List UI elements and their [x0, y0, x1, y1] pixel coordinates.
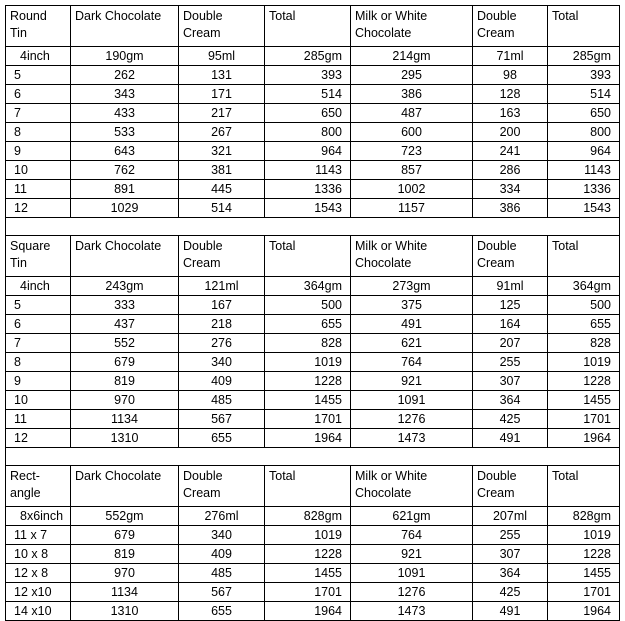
column-header: Milk or White Chocolate: [351, 466, 473, 507]
quantity-cell: 1029: [71, 199, 179, 218]
table-row: [6, 199, 620, 218]
size-cell: 7: [6, 334, 71, 353]
quantity-cell: 1701: [548, 410, 620, 429]
size-cell: 11: [6, 410, 71, 429]
quantity-cell: 386: [351, 85, 473, 104]
quantity-cell: 828gm: [265, 507, 351, 526]
quantity-cell: 1543: [265, 199, 351, 218]
quantity-cell: 425: [473, 583, 548, 602]
quantity-cell: 1543: [548, 199, 620, 218]
quantity-cell: 1701: [548, 583, 620, 602]
quantity-cell: 921: [351, 545, 473, 564]
quantity-cell: 1455: [548, 564, 620, 583]
table-row: [6, 353, 620, 372]
column-header: Double Cream: [179, 466, 265, 507]
quantity-cell: 819: [71, 545, 179, 564]
quantity-cell: 764: [351, 353, 473, 372]
table-row: [6, 142, 620, 161]
column-header: Total: [548, 466, 620, 507]
quantity-cell: 207ml: [473, 507, 548, 526]
size-cell: 12: [6, 199, 71, 218]
quantity-cell: 1228: [548, 372, 620, 391]
quantity-cell: 217: [179, 104, 265, 123]
quantity-cell: 1336: [265, 180, 351, 199]
quantity-cell: 650: [265, 104, 351, 123]
quantity-cell: 243gm: [71, 277, 179, 296]
quantity-cell: 964: [548, 142, 620, 161]
column-header: Dark Chocolate: [71, 236, 179, 277]
quantity-cell: 321: [179, 142, 265, 161]
quantity-cell: 1701: [265, 410, 351, 429]
quantity-cell: 1091: [351, 564, 473, 583]
quantity-cell: 828: [548, 334, 620, 353]
column-header: Double Cream: [179, 6, 265, 47]
quantity-cell: 970: [71, 564, 179, 583]
section-header-row: [6, 236, 620, 277]
quantity-cell: 1964: [548, 429, 620, 448]
table-row: [6, 545, 620, 564]
quantity-cell: 364gm: [548, 277, 620, 296]
quantity-cell: 1473: [351, 429, 473, 448]
column-header: Dark Chocolate: [71, 466, 179, 507]
quantity-cell: 500: [265, 296, 351, 315]
column-header: Total: [548, 236, 620, 277]
column-header: Double Cream: [473, 466, 548, 507]
quantity-cell: 491: [473, 429, 548, 448]
column-header: Milk or White Chocolate: [351, 6, 473, 47]
quantity-cell: 1473: [351, 602, 473, 621]
quantity-cell: 255: [473, 353, 548, 372]
column-header: Rect-angle: [6, 466, 71, 507]
size-cell: 5: [6, 66, 71, 85]
quantity-cell: 285gm: [265, 47, 351, 66]
table-row: [6, 583, 620, 602]
quantity-cell: 1019: [548, 353, 620, 372]
quantity-cell: 1019: [265, 526, 351, 545]
quantity-cell: 679: [71, 526, 179, 545]
quantity-cell: 857: [351, 161, 473, 180]
quantity-cell: 921: [351, 372, 473, 391]
quantity-cell: 621: [351, 334, 473, 353]
table-row: [6, 66, 620, 85]
quantity-cell: 128: [473, 85, 548, 104]
quantity-cell: 764: [351, 526, 473, 545]
column-header: Total: [548, 6, 620, 47]
quantity-cell: 286: [473, 161, 548, 180]
quantity-cell: 71ml: [473, 47, 548, 66]
quantity-cell: 1228: [265, 545, 351, 564]
size-cell: 12 x 8: [6, 564, 71, 583]
table-body: [6, 6, 620, 621]
quantity-cell: 409: [179, 545, 265, 564]
column-header: Double Cream: [473, 236, 548, 277]
section-header-row: [6, 6, 620, 47]
quantity-cell: 762: [71, 161, 179, 180]
quantity-cell: 1091: [351, 391, 473, 410]
quantity-cell: 1964: [265, 429, 351, 448]
quantity-cell: 393: [265, 66, 351, 85]
quantity-cell: 600: [351, 123, 473, 142]
size-cell: 8: [6, 123, 71, 142]
quantity-cell: 364gm: [265, 277, 351, 296]
table-row: [6, 602, 620, 621]
quantity-cell: 393: [548, 66, 620, 85]
size-cell: 6: [6, 85, 71, 104]
quantity-cell: 409: [179, 372, 265, 391]
quantity-cell: 1455: [548, 391, 620, 410]
quantity-cell: 828gm: [548, 507, 620, 526]
ganache-quantities-table: [5, 5, 620, 621]
size-cell: 8x6inch: [6, 507, 71, 526]
column-header: Total: [265, 466, 351, 507]
quantity-cell: 163: [473, 104, 548, 123]
size-cell: 12 x10: [6, 583, 71, 602]
quantity-cell: 485: [179, 391, 265, 410]
quantity-cell: 655: [179, 602, 265, 621]
table-row: [6, 429, 620, 448]
size-cell: 10: [6, 391, 71, 410]
size-cell: 11 x 7: [6, 526, 71, 545]
quantity-cell: 964: [265, 142, 351, 161]
size-cell: 9: [6, 142, 71, 161]
quantity-cell: 295: [351, 66, 473, 85]
quantity-cell: 267: [179, 123, 265, 142]
column-header: Milk or White Chocolate: [351, 236, 473, 277]
table-row: [6, 507, 620, 526]
quantity-cell: 1336: [548, 180, 620, 199]
quantity-cell: 1455: [265, 564, 351, 583]
quantity-cell: 255: [473, 526, 548, 545]
quantity-cell: 655: [265, 315, 351, 334]
quantity-cell: 1134: [71, 410, 179, 429]
quantity-cell: 1310: [71, 602, 179, 621]
quantity-cell: 800: [265, 123, 351, 142]
size-cell: 10: [6, 161, 71, 180]
quantity-cell: 214gm: [351, 47, 473, 66]
quantity-cell: 273gm: [351, 277, 473, 296]
quantity-cell: 131: [179, 66, 265, 85]
quantity-cell: 1455: [265, 391, 351, 410]
quantity-cell: 1964: [548, 602, 620, 621]
quantity-cell: 819: [71, 372, 179, 391]
quantity-cell: 340: [179, 526, 265, 545]
quantity-cell: 333: [71, 296, 179, 315]
spacer-cell: [6, 218, 620, 236]
quantity-cell: 1157: [351, 199, 473, 218]
table-row: [6, 85, 620, 104]
quantity-cell: 1143: [265, 161, 351, 180]
quantity-cell: 1701: [265, 583, 351, 602]
size-cell: 14 x10: [6, 602, 71, 621]
table-row: [6, 334, 620, 353]
quantity-cell: 485: [179, 564, 265, 583]
column-header: Double Cream: [473, 6, 548, 47]
size-cell: 10 x 8: [6, 545, 71, 564]
quantity-cell: 1228: [265, 372, 351, 391]
quantity-cell: 207: [473, 334, 548, 353]
size-cell: 4inch: [6, 47, 71, 66]
quantity-cell: 1019: [265, 353, 351, 372]
quantity-cell: 171: [179, 85, 265, 104]
quantity-cell: 491: [473, 602, 548, 621]
quantity-cell: 425: [473, 410, 548, 429]
quantity-cell: 364: [473, 564, 548, 583]
size-cell: 4inch: [6, 277, 71, 296]
column-header: Double Cream: [179, 236, 265, 277]
quantity-cell: 533: [71, 123, 179, 142]
quantity-cell: 218: [179, 315, 265, 334]
quantity-cell: 276: [179, 334, 265, 353]
quantity-cell: 285gm: [548, 47, 620, 66]
quantity-cell: 437: [71, 315, 179, 334]
quantity-cell: 1276: [351, 410, 473, 429]
table-row: [6, 180, 620, 199]
quantity-cell: 1134: [71, 583, 179, 602]
quantity-cell: 970: [71, 391, 179, 410]
quantity-cell: 567: [179, 410, 265, 429]
table-row: [6, 526, 620, 545]
quantity-cell: 1002: [351, 180, 473, 199]
quantity-cell: 307: [473, 545, 548, 564]
quantity-cell: 487: [351, 104, 473, 123]
quantity-cell: 200: [473, 123, 548, 142]
quantity-cell: 121ml: [179, 277, 265, 296]
quantity-cell: 307: [473, 372, 548, 391]
quantity-cell: 891: [71, 180, 179, 199]
column-header: Dark Chocolate: [71, 6, 179, 47]
quantity-cell: 514: [265, 85, 351, 104]
table-row: [6, 161, 620, 180]
column-header: Round Tin: [6, 6, 71, 47]
quantity-cell: 514: [548, 85, 620, 104]
quantity-cell: 91ml: [473, 277, 548, 296]
quantity-cell: 340: [179, 353, 265, 372]
quantity-cell: 190gm: [71, 47, 179, 66]
quantity-cell: 655: [548, 315, 620, 334]
spacer-row: [6, 448, 620, 466]
size-cell: 7: [6, 104, 71, 123]
quantity-cell: 1310: [71, 429, 179, 448]
size-cell: 12: [6, 429, 71, 448]
quantity-cell: 828: [265, 334, 351, 353]
quantity-cell: 167: [179, 296, 265, 315]
quantity-cell: 1143: [548, 161, 620, 180]
table-row: [6, 123, 620, 142]
quantity-cell: 514: [179, 199, 265, 218]
table-row: [6, 296, 620, 315]
quantity-cell: 381: [179, 161, 265, 180]
quantity-cell: 723: [351, 142, 473, 161]
table-row: [6, 564, 620, 583]
quantity-cell: 241: [473, 142, 548, 161]
quantity-cell: 364: [473, 391, 548, 410]
quantity-cell: 567: [179, 583, 265, 602]
spacer-cell: [6, 448, 620, 466]
quantity-cell: 343: [71, 85, 179, 104]
quantity-cell: 643: [71, 142, 179, 161]
size-cell: 11: [6, 180, 71, 199]
quantity-cell: 552: [71, 334, 179, 353]
table-row: [6, 104, 620, 123]
quantity-cell: 95ml: [179, 47, 265, 66]
quantity-cell: 650: [548, 104, 620, 123]
size-cell: 5: [6, 296, 71, 315]
size-cell: 8: [6, 353, 71, 372]
quantity-cell: 621gm: [351, 507, 473, 526]
column-header: Square Tin: [6, 236, 71, 277]
table-row: [6, 315, 620, 334]
quantity-cell: 1019: [548, 526, 620, 545]
quantity-cell: 655: [179, 429, 265, 448]
quantity-cell: 164: [473, 315, 548, 334]
quantity-cell: 262: [71, 66, 179, 85]
quantity-cell: 334: [473, 180, 548, 199]
quantity-cell: 98: [473, 66, 548, 85]
table-row: [6, 391, 620, 410]
quantity-cell: 1228: [548, 545, 620, 564]
quantity-cell: 552gm: [71, 507, 179, 526]
column-header: Total: [265, 6, 351, 47]
spacer-row: [6, 218, 620, 236]
table-row: [6, 372, 620, 391]
size-cell: 6: [6, 315, 71, 334]
quantity-cell: 800: [548, 123, 620, 142]
table-row: [6, 410, 620, 429]
quantity-cell: 386: [473, 199, 548, 218]
size-cell: 9: [6, 372, 71, 391]
column-header: Total: [265, 236, 351, 277]
quantity-cell: 276ml: [179, 507, 265, 526]
quantity-cell: 125: [473, 296, 548, 315]
quantity-cell: 445: [179, 180, 265, 199]
quantity-cell: 433: [71, 104, 179, 123]
quantity-cell: 1964: [265, 602, 351, 621]
quantity-cell: 1276: [351, 583, 473, 602]
quantity-cell: 679: [71, 353, 179, 372]
table-row: [6, 277, 620, 296]
quantity-cell: 500: [548, 296, 620, 315]
quantity-cell: 375: [351, 296, 473, 315]
quantity-cell: 491: [351, 315, 473, 334]
table-row: [6, 47, 620, 66]
section-header-row: [6, 466, 620, 507]
